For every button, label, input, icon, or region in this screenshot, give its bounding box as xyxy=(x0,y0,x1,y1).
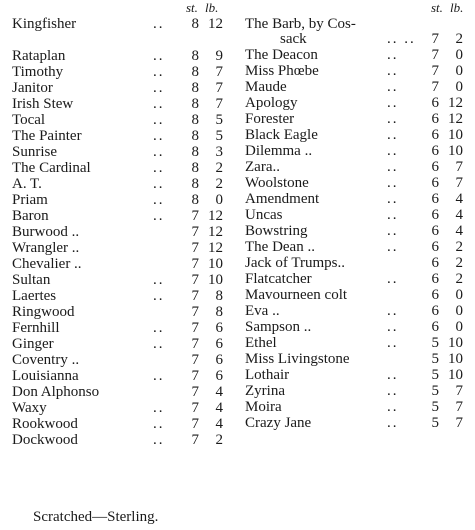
horse-entry xyxy=(245,159,473,175)
weight-stone: 8 xyxy=(191,64,199,80)
leader-dots: .. xyxy=(387,159,399,175)
weight-pounds: 5 xyxy=(215,128,223,144)
leader-dots: .. xyxy=(387,239,399,255)
leader-dots: .. xyxy=(387,191,399,207)
horse-name-continued: sack xyxy=(280,31,307,47)
weight-stone: 5 xyxy=(431,415,439,431)
leader-dots: .. xyxy=(387,95,399,111)
leader-dots: .. xyxy=(387,415,399,431)
horse-entry xyxy=(245,175,473,191)
weight-stone: 6 xyxy=(431,175,439,191)
weight-pounds: 7 xyxy=(455,159,463,175)
weight-stone: 7 xyxy=(191,368,199,384)
horse-name: The Painter xyxy=(12,128,82,144)
horse-entry xyxy=(12,432,230,448)
weight-pounds: 10 xyxy=(448,367,463,383)
leader-dots: .. xyxy=(153,112,165,128)
horse-name: Lothair xyxy=(245,367,290,383)
weight-stone: 7 xyxy=(191,240,199,256)
leader-dots: .. xyxy=(387,111,399,127)
horse-name: Woolstone xyxy=(245,175,309,191)
horse-entry xyxy=(12,96,230,112)
horse-name: Amendment xyxy=(245,191,320,207)
weight-pounds: 10 xyxy=(208,256,223,272)
weight-stone: 6 xyxy=(431,191,439,207)
horse-name: The Cardinal xyxy=(12,160,91,176)
horse-entry xyxy=(245,63,473,79)
weight-pounds: 12 xyxy=(208,208,223,224)
right-column xyxy=(245,16,473,431)
leader-dots: .. xyxy=(387,367,399,383)
horse-entry xyxy=(12,160,230,176)
leader-dots: .. xyxy=(153,208,165,224)
horse-entry xyxy=(12,192,230,208)
horse-entry xyxy=(12,416,230,432)
leader-dots: .. xyxy=(387,335,399,351)
weight-stone: 6 xyxy=(431,111,439,127)
horse-name: Ginger xyxy=(12,336,54,352)
horse-entry xyxy=(12,224,230,240)
leader-dots: .. xyxy=(153,192,165,208)
leader-dots: .. xyxy=(153,416,165,432)
weight-pounds: 9 xyxy=(215,48,223,64)
weight-pounds: 8 xyxy=(215,304,223,320)
weight-pounds: 6 xyxy=(215,336,223,352)
horse-name: Moira xyxy=(245,399,282,415)
leader-dots: .. xyxy=(153,400,165,416)
weight-stone: 8 xyxy=(191,48,199,64)
weight-stone: 6 xyxy=(431,95,439,111)
horse-name: Sampson .. xyxy=(245,319,312,335)
weight-stone: 6 xyxy=(431,271,439,287)
horse-entry xyxy=(245,239,473,255)
leader-dots: .. xyxy=(153,48,165,64)
leader-dots: .. xyxy=(153,368,165,384)
weight-pounds: 7 xyxy=(455,399,463,415)
leader-dots: .. xyxy=(387,223,399,239)
weight-stone: 7 xyxy=(191,272,199,288)
horse-entry xyxy=(245,79,473,95)
weight-stone: 6 xyxy=(431,143,439,159)
weight-pounds: 2 xyxy=(215,160,223,176)
horse-entry xyxy=(245,143,473,159)
horse-entry xyxy=(245,207,473,223)
horse-name: Jack of Trumps.. xyxy=(245,255,346,271)
horse-entry xyxy=(12,272,230,288)
horse-name: Ringwood xyxy=(12,304,75,320)
weight-stone: 5 xyxy=(431,351,439,367)
horse-entry xyxy=(245,47,473,63)
weight-stone: 7 xyxy=(191,256,199,272)
weight-pounds: 10 xyxy=(448,127,463,143)
leader-dots: .. xyxy=(153,336,165,352)
horse-name: Don Alphonso xyxy=(12,384,100,400)
weight-stone: 7 xyxy=(191,400,199,416)
horse-name: Miss Phœbe xyxy=(245,63,319,79)
horse-entry xyxy=(245,383,473,399)
weight-stone: 8 xyxy=(191,96,199,112)
horse-name: The Deacon xyxy=(245,47,318,63)
weight-pounds: 12 xyxy=(208,240,223,256)
horse-name: Priam xyxy=(12,192,48,208)
horse-entry xyxy=(12,400,230,416)
weight-stone: 6 xyxy=(431,207,439,223)
leader-dots: .. xyxy=(153,128,165,144)
weight-pounds: 6 xyxy=(215,368,223,384)
horse-name: Black Eagle xyxy=(245,127,318,143)
horse-name: Zara.. xyxy=(245,159,280,175)
horse-entry xyxy=(245,223,473,239)
weight-pounds: 4 xyxy=(215,384,223,400)
scratched-note: Scratched—Sterling. xyxy=(33,509,159,525)
horse-entry xyxy=(12,64,230,80)
leader-dots: .. xyxy=(387,47,399,63)
horse-name: Sunrise xyxy=(12,144,57,160)
weight-stone: 6 xyxy=(431,239,439,255)
weight-pounds: 12 xyxy=(448,111,463,127)
horse-entry xyxy=(245,367,473,383)
horse-entry xyxy=(12,384,230,400)
horse-name: Dockwood xyxy=(12,432,78,448)
left-stone-header: st. xyxy=(186,0,198,15)
weight-pounds: 4 xyxy=(215,400,223,416)
weight-stone: 8 xyxy=(191,128,199,144)
weight-pounds: 4 xyxy=(455,207,463,223)
weight-pounds: 0 xyxy=(455,47,463,63)
weight-stone: 8 xyxy=(191,80,199,96)
weight-pounds: 0 xyxy=(215,192,223,208)
horse-name: The Barb, by Cos- xyxy=(245,16,356,32)
weight-pounds: 7 xyxy=(215,96,223,112)
horse-name: A. T. xyxy=(12,176,42,192)
horse-name: Crazy Jane xyxy=(245,415,312,431)
leader-dots: .. xyxy=(153,80,165,96)
horse-name: Flatcatcher xyxy=(245,271,312,287)
leader-dots: .. xyxy=(387,271,399,287)
horse-entry xyxy=(245,399,473,415)
horse-entry xyxy=(245,335,473,351)
horse-entry xyxy=(12,368,230,384)
weight-pounds: 4 xyxy=(215,416,223,432)
weight-pounds: 7 xyxy=(215,64,223,80)
horse-entry xyxy=(245,16,473,47)
horse-name: Zyrina xyxy=(245,383,285,399)
weight-stone: 7 xyxy=(191,224,199,240)
horse-entry xyxy=(12,176,230,192)
weight-stone: 5 xyxy=(431,335,439,351)
weight-stone: 6 xyxy=(431,223,439,239)
horse-entry xyxy=(245,191,473,207)
horse-name: Fernhill xyxy=(12,320,60,336)
horse-name: Kingfisher xyxy=(12,16,77,32)
leader-dots: .. xyxy=(153,96,165,112)
horse-name: Apology xyxy=(245,95,298,111)
horse-entry xyxy=(245,111,473,127)
weight-pounds: 7 xyxy=(215,80,223,96)
horse-name: Louisianna xyxy=(12,368,79,384)
weight-pounds: 2 xyxy=(215,432,223,448)
horse-entry xyxy=(12,128,230,144)
horse-name: Irish Stew xyxy=(12,96,74,112)
weight-pounds: 2 xyxy=(215,176,223,192)
horse-name: Chevalier .. xyxy=(12,256,82,272)
leader-dots: .. xyxy=(387,399,399,415)
horse-entry xyxy=(245,415,473,431)
leader-dots: .. xyxy=(387,175,399,191)
horse-name: Eva .. xyxy=(245,303,280,319)
weight-pounds: 12 xyxy=(208,224,223,240)
horse-entry xyxy=(12,352,230,368)
weight-pounds: 0 xyxy=(455,319,463,335)
horse-name: Rookwood xyxy=(12,416,78,432)
left-pound-header: lb. xyxy=(205,0,219,15)
weight-pounds: 10 xyxy=(208,272,223,288)
weight-pounds: 7 xyxy=(455,175,463,191)
horse-entry xyxy=(12,304,230,320)
horse-entry xyxy=(12,32,230,48)
weight-stone: 8 xyxy=(191,112,199,128)
horse-entry xyxy=(245,95,473,111)
weight-pounds: 10 xyxy=(448,143,463,159)
weight-stone: 6 xyxy=(431,127,439,143)
horse-name: Wrangler .. xyxy=(12,240,80,256)
horse-entry xyxy=(245,271,473,287)
weight-pounds: 8 xyxy=(215,288,223,304)
weight-pounds: 6 xyxy=(215,352,223,368)
weight-pounds: 7 xyxy=(455,415,463,431)
horse-entry xyxy=(12,240,230,256)
horse-name: Laertes xyxy=(12,288,57,304)
leader-dots: .. xyxy=(387,383,399,399)
horse-entry xyxy=(245,287,473,303)
leader-dots: .. xyxy=(387,63,399,79)
leader-dots: .. xyxy=(387,127,399,143)
leader-dots: .. xyxy=(387,319,399,335)
weight-stone: 7 xyxy=(191,208,199,224)
weight-stone: 5 xyxy=(431,367,439,383)
horse-name: Tocal xyxy=(12,112,46,128)
weight-stone: 8 xyxy=(191,144,199,160)
horse-entry xyxy=(12,112,230,128)
weight-pounds: 2 xyxy=(455,239,463,255)
horse-entry xyxy=(12,144,230,160)
weight-stone: 7 xyxy=(191,432,199,448)
horse-entry xyxy=(12,208,230,224)
horse-name: Baron xyxy=(12,208,49,224)
horse-name: Coventry .. xyxy=(12,352,80,368)
weight-pounds: 0 xyxy=(455,79,463,95)
horse-entry xyxy=(245,303,473,319)
weight-stone: 6 xyxy=(431,159,439,175)
weight-stone: 6 xyxy=(431,303,439,319)
weight-pounds: 2 xyxy=(455,255,463,271)
weight-stone: 6 xyxy=(431,287,439,303)
leader-dots: .. xyxy=(153,272,165,288)
weight-stone: 7 xyxy=(191,304,199,320)
horse-name: The Dean .. xyxy=(245,239,315,255)
weight-stone: 7 xyxy=(431,31,439,47)
horse-name: Rataplan xyxy=(12,48,66,64)
weight-stone: 6 xyxy=(431,319,439,335)
horse-name: Forester xyxy=(245,111,295,127)
weight-pounds: 6 xyxy=(215,320,223,336)
leader-dots: .. xyxy=(387,79,399,95)
horse-name: Maude xyxy=(245,79,287,95)
weight-pounds: 10 xyxy=(448,335,463,351)
horse-name: Uncas xyxy=(245,207,283,223)
horse-name: Waxy xyxy=(12,400,47,416)
weight-pounds: 2 xyxy=(455,31,463,47)
weight-pounds: 10 xyxy=(448,351,463,367)
weight-stone: 5 xyxy=(431,399,439,415)
horse-name: Timothy xyxy=(12,64,64,80)
horse-name: Bowstring xyxy=(245,223,308,239)
leader-dots: .. xyxy=(153,144,165,160)
leader-dots: .. xyxy=(387,207,399,223)
weight-pounds: 12 xyxy=(208,16,223,32)
left-column xyxy=(12,16,230,448)
leader-dots: .. xyxy=(153,16,165,32)
horse-name: Miss Livingstone xyxy=(245,351,350,367)
weight-stone: 8 xyxy=(191,160,199,176)
leader-dots: .. xyxy=(153,160,165,176)
horse-entry xyxy=(12,80,230,96)
leader-dots: .. xyxy=(153,288,165,304)
right-pound-header: lb. xyxy=(450,0,464,15)
horse-name: Janitor xyxy=(12,80,53,96)
weight-pounds: 12 xyxy=(448,95,463,111)
horse-entry xyxy=(245,351,473,367)
horse-entry xyxy=(12,16,230,32)
weight-pounds: 0 xyxy=(455,63,463,79)
leader-dots: .. xyxy=(153,176,165,192)
leader-dots: .. xyxy=(153,320,165,336)
weight-stone: 7 xyxy=(431,79,439,95)
weight-pounds: 3 xyxy=(215,144,223,160)
weight-pounds: 0 xyxy=(455,287,463,303)
leader-dots: .. xyxy=(387,303,399,319)
weight-stone: 7 xyxy=(191,384,199,400)
leader-dots: .. .. xyxy=(387,31,416,47)
weight-stone: 7 xyxy=(191,320,199,336)
weight-pounds: 5 xyxy=(215,112,223,128)
weight-stone: 7 xyxy=(431,47,439,63)
horse-entry xyxy=(12,48,230,64)
weight-pounds: 2 xyxy=(455,271,463,287)
weight-stone: 8 xyxy=(191,16,199,32)
weight-stone: 7 xyxy=(191,336,199,352)
weight-stone: 7 xyxy=(191,288,199,304)
horse-entry xyxy=(12,320,230,336)
horse-name: Dilemma .. xyxy=(245,143,313,159)
weight-pounds: 7 xyxy=(455,383,463,399)
horse-entry xyxy=(12,288,230,304)
leader-dots: .. xyxy=(153,432,165,448)
horse-entry xyxy=(12,256,230,272)
weight-stone: 8 xyxy=(191,192,199,208)
horse-entry xyxy=(245,319,473,335)
right-stone-header: st. xyxy=(431,0,443,15)
weight-pounds: 0 xyxy=(455,303,463,319)
weight-stone: 5 xyxy=(431,383,439,399)
weight-stone: 7 xyxy=(431,63,439,79)
horse-name: Burwood .. xyxy=(12,224,80,240)
weight-pounds: 4 xyxy=(455,223,463,239)
weight-stone: 7 xyxy=(191,416,199,432)
horse-entry xyxy=(245,127,473,143)
leader-dots: .. xyxy=(153,64,165,80)
weight-pounds: 4 xyxy=(455,191,463,207)
weight-stone: 6 xyxy=(431,255,439,271)
horse-entry xyxy=(12,336,230,352)
horse-name: Ethel xyxy=(245,335,277,351)
weight-stone: 7 xyxy=(191,352,199,368)
weight-stone: 8 xyxy=(191,176,199,192)
horse-entry xyxy=(245,255,473,271)
leader-dots: .. xyxy=(387,143,399,159)
horse-name: Sultan xyxy=(12,272,51,288)
horse-name: Mavourneen colt xyxy=(245,287,348,303)
